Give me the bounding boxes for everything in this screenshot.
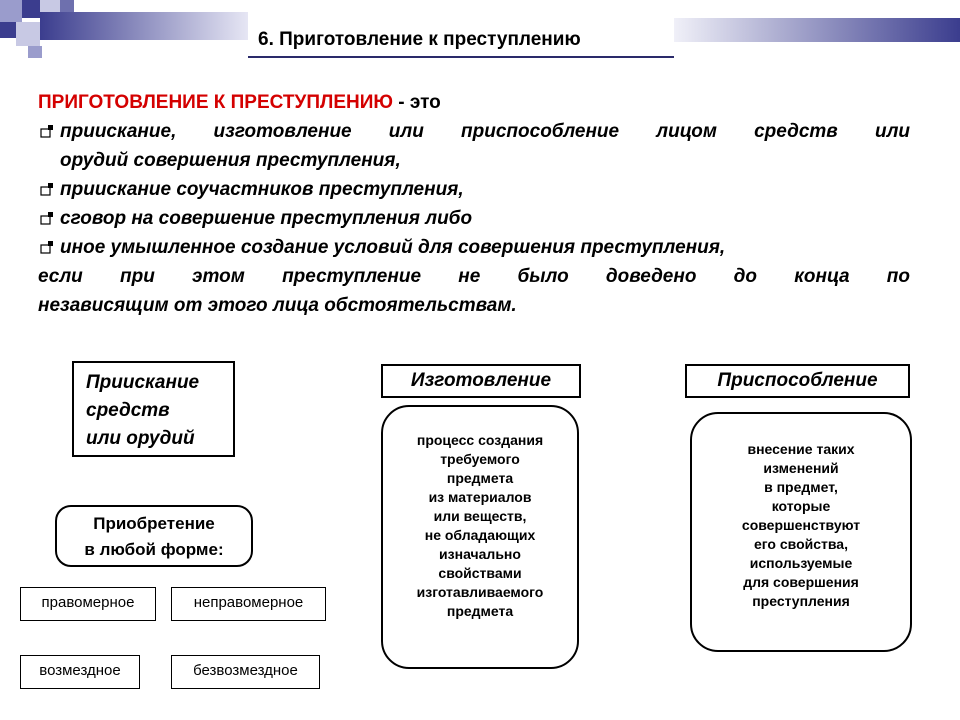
- adaptation-title: Приспособление: [717, 370, 878, 391]
- decor-square: [28, 46, 42, 58]
- free-label: безвозмездное: [193, 662, 298, 679]
- acquisition-line: Приобретение: [93, 514, 215, 533]
- definition-heading: [38, 88, 910, 117]
- window-bullet-icon: [40, 182, 56, 196]
- definition-block: [38, 88, 910, 320]
- unlawful-box: [171, 587, 326, 621]
- definition-item: [38, 233, 910, 262]
- description-line: совершенствуют: [741, 517, 861, 533]
- description-line: для совершения: [743, 574, 859, 590]
- search-line: Приискание: [86, 372, 200, 393]
- free-box: [171, 655, 320, 689]
- description-line: внесение таких: [747, 441, 855, 457]
- description-line: или веществ,: [433, 508, 527, 524]
- description-line: предмета: [446, 603, 514, 619]
- description-line: используемые: [749, 555, 853, 571]
- adaptation-description: [690, 412, 912, 652]
- description-line: преступления: [752, 593, 850, 609]
- description-line: изменений: [763, 460, 839, 476]
- decor-square: [22, 0, 40, 18]
- definition-suffix: - это: [392, 92, 441, 113]
- manufacture-description: [381, 405, 579, 669]
- lawful-box: [20, 587, 156, 621]
- definition-item-text: приискание соучастников преступления,: [60, 179, 464, 200]
- decor-square: [16, 22, 40, 46]
- description-line: процесс создания: [416, 432, 544, 448]
- definition-item: [38, 175, 910, 204]
- description-line: в предмет,: [764, 479, 838, 495]
- window-bullet-icon: [40, 124, 56, 138]
- page-title: 6. Приготовление к преступлению: [258, 29, 581, 50]
- definition-item: [38, 204, 910, 233]
- description-line: свойствами: [438, 565, 522, 581]
- decor-square: [60, 0, 74, 12]
- acquisition-box: [55, 505, 253, 567]
- definition-conclusion: независящим от этого лица обстоятельствам.: [38, 295, 517, 316]
- decor-square: [0, 0, 22, 22]
- description-line: требуемого: [440, 451, 520, 467]
- manufacture-title-box: [381, 364, 581, 398]
- header-gradient-bar: [674, 18, 960, 42]
- definition-item-text: иное умышленное создание условий для совершения преступления,: [60, 237, 726, 258]
- description-line: не обладающих: [424, 527, 536, 543]
- definition-term: ПРИГОТОВЛЕНИЕ К ПРЕСТУПЛЕНИЮ: [38, 92, 393, 113]
- unlawful-label: неправомерное: [193, 594, 304, 611]
- description-line: предмета: [446, 470, 514, 486]
- paid-label: возмездное: [39, 662, 121, 679]
- definition-item-text: орудий совершения преступления,: [60, 150, 401, 171]
- lawful-label: правомерное: [41, 594, 135, 611]
- definition-conclusion: если при этом преступление не было доведено до конца по: [38, 266, 910, 287]
- description-line: его свойства,: [754, 536, 848, 552]
- search-box: [72, 361, 235, 457]
- definition-item-text: приискание, изготовление или приспособление лицом средств или: [60, 121, 910, 142]
- search-line: средств: [86, 400, 170, 421]
- definition-item: [38, 117, 910, 175]
- description-line: из материалов: [428, 489, 532, 505]
- description-line: которые: [771, 498, 831, 514]
- title-box: [248, 22, 674, 58]
- description-line: изначально: [439, 546, 521, 562]
- window-bullet-icon: [40, 240, 56, 254]
- window-bullet-icon: [40, 211, 56, 225]
- manufacture-title: Изготовление: [410, 370, 552, 391]
- paid-box: [20, 655, 140, 689]
- decor-square: [0, 22, 16, 38]
- acquisition-line: в любой форме:: [84, 540, 224, 559]
- search-line: или орудий: [86, 428, 195, 449]
- header-gradient-bar: [40, 12, 248, 40]
- decor-square: [40, 0, 60, 12]
- adaptation-title-box: [685, 364, 910, 398]
- definition-item-text: сговор на совершение преступления либо: [60, 208, 473, 229]
- description-line: изготавливаемого: [416, 584, 544, 600]
